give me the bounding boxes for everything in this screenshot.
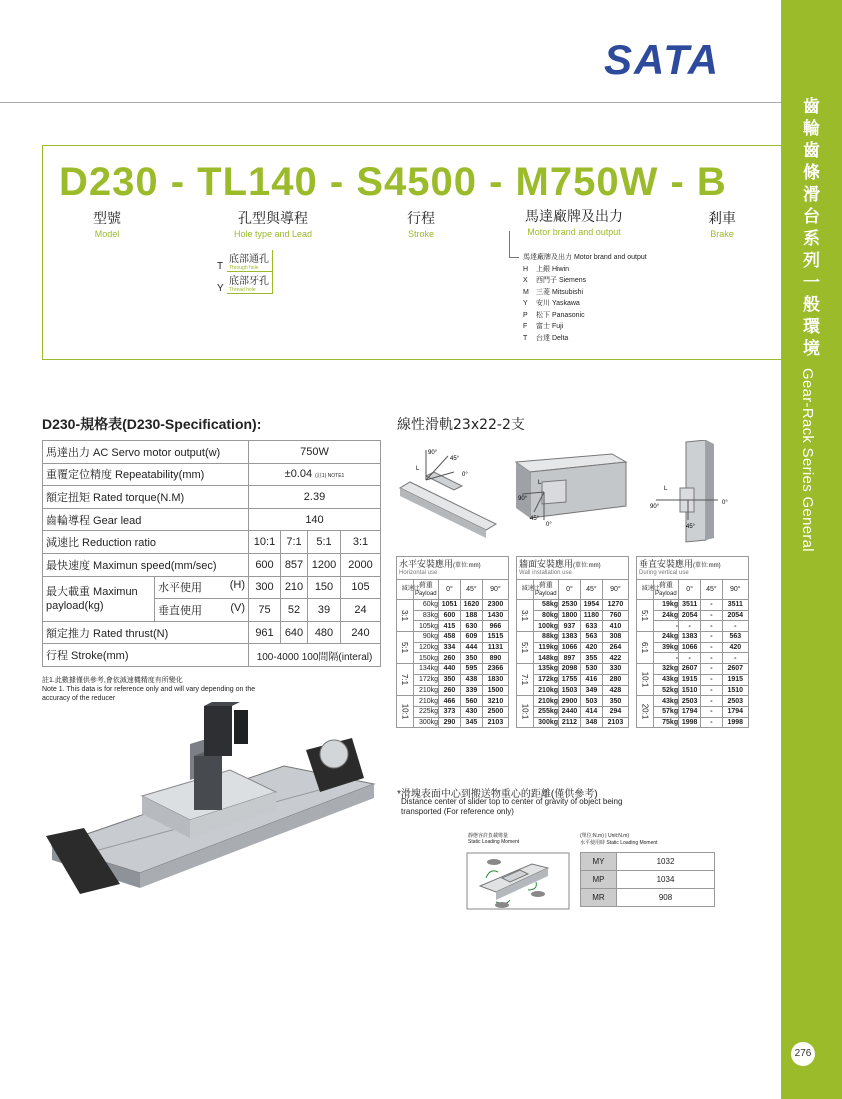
mount-row — [517, 674, 629, 685]
distance-cell: 438 — [460, 674, 482, 685]
ratio-label: 5:1 — [520, 642, 530, 654]
mount-row — [637, 674, 749, 685]
distance-cell: 422 — [602, 653, 628, 664]
distance-cell: 348 — [580, 717, 602, 728]
spec-row-payload-h: 最大載重 Maximun payload(kg) 水平使用 (H) 300 210 150 105 — [43, 576, 381, 599]
payload-cell: 88kg — [533, 632, 558, 643]
wall-use-diagram — [514, 452, 628, 540]
spec-row-payload-v: 垂直使用 (V) 75 52 39 24 — [43, 599, 381, 622]
vertical-use-diagram — [646, 440, 736, 544]
distance-cell: 350 — [460, 653, 482, 664]
payload-cell: 210kg — [413, 696, 438, 707]
distance-cell: 2500 — [482, 706, 508, 717]
mount-row — [517, 642, 629, 653]
header-divider — [0, 102, 781, 103]
distance-label: L — [538, 480, 542, 486]
payload-cell: 75kg — [653, 717, 679, 728]
distance-cell: 350 — [439, 674, 461, 685]
mount-row — [637, 706, 749, 717]
distance-cell: 1510 — [679, 685, 701, 696]
mount-row — [397, 600, 509, 611]
model-code-box — [42, 145, 781, 360]
payload-cell: 90kg — [413, 632, 438, 643]
moment-table-caption: (單位:N.m) | Unit:N.m) 水平使用時 Static Loading Moment — [580, 833, 658, 846]
payload-cell: 210kg — [413, 685, 438, 696]
mount-row — [397, 632, 509, 643]
mount-row — [637, 653, 749, 664]
mount-row — [397, 706, 509, 717]
distance-cell: 2112 — [559, 717, 581, 728]
series-title-char: 條 — [803, 163, 820, 183]
spec-row-gear-lead: 齒輪導程 Gear lead 140 — [43, 508, 381, 531]
mount-row — [637, 610, 749, 621]
mount-row — [397, 653, 509, 664]
distance-cell: - — [722, 621, 748, 632]
distance-cell: 1915 — [722, 674, 748, 685]
mount-row — [517, 621, 629, 632]
distance-cell: 2103 — [482, 717, 508, 728]
spec-table — [42, 440, 381, 667]
distance-cell: 1515 — [482, 632, 508, 643]
series-title-char: 環 — [803, 317, 820, 337]
distance-cell: 444 — [460, 642, 482, 653]
ratio-label: 20:1 — [640, 703, 650, 720]
vertical-mount-table: 垂直安裝應用(單位:mm) During vertical use 減速比 荷重 Payload 0° 45° 90° 5:1 19kg 3511 - 3511 24kg 2054 - 2054 - - - - 6:1 24kg 1383 - 563 39kg 1066 - 420 - - - - 10:1 32kg 2607 - 2607 43kg 1915 - 1915 52kg 1510 - 1510 20:1 43kg 2503 - 2503 57kg 1794 - 1794 75kg 1998 - 1998 — [636, 556, 749, 728]
series-title-char: 系 — [803, 229, 820, 249]
distance-cell: 2054 — [679, 610, 701, 621]
distance-cell: - — [701, 600, 722, 611]
distance-cell: 1066 — [559, 642, 581, 653]
payload-cell: 172kg — [533, 674, 558, 685]
distance-cell: 2098 — [559, 664, 581, 675]
distance-cell: 1383 — [559, 632, 581, 643]
distance-label: L — [416, 466, 420, 472]
distance-cell: 280 — [602, 674, 628, 685]
moment-row: MP 1034 — [581, 871, 715, 889]
distance-cell: 2607 — [679, 664, 701, 675]
payload-cell: 172kg — [413, 674, 438, 685]
payload-cell: 210kg — [533, 685, 558, 696]
page-number: 276 — [791, 1042, 815, 1066]
distance-cell: - — [701, 653, 722, 664]
horizontal-use-diagram — [396, 446, 511, 546]
distance-cell: 350 — [602, 696, 628, 707]
mount-row — [397, 696, 509, 707]
distance-cell: 633 — [580, 621, 602, 632]
distance-cell: 503 — [580, 696, 602, 707]
distance-cell: 2503 — [722, 696, 748, 707]
distance-cell: 373 — [439, 706, 461, 717]
angle-label: 0° — [722, 500, 728, 506]
distance-cell: 2900 — [559, 696, 581, 707]
mount-row — [517, 610, 629, 621]
ratio-label: 3:1 — [520, 609, 530, 622]
distance-cell: 440 — [439, 664, 461, 675]
payload-cell: 119kg — [533, 642, 558, 653]
spec-title: D230-規格表(D230-Specification): — [42, 416, 262, 432]
distance-cell: 2503 — [679, 696, 701, 707]
distance-cell: 1954 — [580, 600, 602, 611]
payload-cell: 24kg — [653, 610, 679, 621]
distance-cell: 1800 — [559, 610, 581, 621]
distance-cell: 1794 — [679, 706, 701, 717]
ratio-label: 5:1 — [640, 609, 650, 622]
payload-cell: 300kg — [413, 717, 438, 728]
distance-cell: 890 — [482, 653, 508, 664]
distance-cell: 1383 — [679, 632, 701, 643]
distance-cell: - — [722, 653, 748, 664]
distance-cell: 1270 — [602, 600, 628, 611]
mount-row — [397, 642, 509, 653]
distance-cell: 1620 — [460, 600, 482, 611]
sidebar — [781, 0, 842, 1099]
ratio-label: 10:1 — [400, 703, 410, 720]
payload-cell: 150kg — [413, 653, 438, 664]
distance-cell: - — [701, 717, 722, 728]
moment-row: MY 1032 — [581, 853, 715, 871]
distance-cell: 349 — [580, 685, 602, 696]
payload-cell: 255kg — [533, 706, 558, 717]
distance-cell: 345 — [460, 717, 482, 728]
distance-cell: 1998 — [722, 717, 748, 728]
distance-cell: 188 — [460, 610, 482, 621]
series-title-char: 般 — [803, 295, 820, 315]
series-title-char: 境 — [803, 339, 820, 359]
footnote-en: Distance center of slider top to center of gravity of object being transported (For reference only) — [401, 797, 623, 816]
distance-cell: 2054 — [722, 610, 748, 621]
distance-cell: 334 — [439, 642, 461, 653]
series-title-char: 齒 — [803, 97, 820, 117]
payload-cell: 120kg — [413, 642, 438, 653]
mount-row — [517, 717, 629, 728]
mount-row — [637, 685, 749, 696]
series-title-char: 滑 — [803, 185, 820, 205]
payload-cell: 19kg — [653, 600, 679, 611]
ratio-label: 7:1 — [520, 674, 530, 686]
distance-cell: 1830 — [482, 674, 508, 685]
payload-cell: 39kg — [653, 642, 679, 653]
distance-cell: 1755 — [559, 674, 581, 685]
angle-label: 90° — [650, 504, 660, 510]
spec-row-repeatability: 重覆定位精度 Repeatability(mm) ±0.04 (註1) NOTE1 — [43, 463, 381, 486]
mount-row — [517, 600, 629, 611]
mount-row — [517, 632, 629, 643]
spec-row-stroke: 行程 Stroke(mm) 100-4000 100間隔(interal) — [43, 644, 381, 667]
distance-cell: 264 — [602, 642, 628, 653]
motor-item: M 三菱 Mitsubishi — [523, 288, 584, 296]
distance-cell: 420 — [722, 642, 748, 653]
distance-cell: 410 — [602, 621, 628, 632]
motor-item: Y 安川 Yaskawa — [523, 300, 580, 307]
payload-cell: 80kg — [533, 610, 558, 621]
distance-cell: 355 — [580, 653, 602, 664]
payload-cell: 210kg — [533, 696, 558, 707]
distance-cell: 3210 — [482, 696, 508, 707]
payload-cell: 105kg — [413, 621, 438, 632]
series-title-en: Gear-Rack Series General — [799, 368, 816, 552]
payload-cell: 83kg — [413, 610, 438, 621]
payload-cell: 58kg — [533, 600, 558, 611]
mount-row — [397, 717, 509, 728]
segment-model: 型號 Model — [93, 211, 121, 239]
actuator-product-image — [44, 688, 384, 918]
mount-row — [637, 664, 749, 675]
distance-cell: 530 — [580, 664, 602, 675]
payload-cell: 43kg — [653, 696, 679, 707]
distance-cell: 430 — [460, 706, 482, 717]
mount-row — [517, 664, 629, 675]
wall-mount-table: 牆面安裝應用(單位:mm) Wall installation use 減速比 荷重 Payload 0° 45° 90° 3:1 58kg 2530 1954 1270 80kg 1800 1180 760 100kg 937 633 410 5:1 88kg 1383 563 308 119kg 1066 420 264 148kg 897 355 422 7:1 135kg 2098 530 330 172kg 1755 416 280 210kg 1503 349 428 10:1 210kg 2900 503 350 255kg 2440 414 294 300kg 2112 348 2103 — [516, 556, 629, 728]
distance-cell: 2300 — [482, 600, 508, 611]
rail-title: 線性滑軌23x22-2支 — [397, 417, 525, 433]
distance-cell: 330 — [602, 664, 628, 675]
distance-cell: 937 — [559, 621, 581, 632]
distance-cell: - — [679, 621, 701, 632]
distance-cell: 416 — [580, 674, 602, 685]
angle-label: 0° — [546, 522, 552, 528]
mount-row — [517, 653, 629, 664]
payload-cell: 57kg — [653, 706, 679, 717]
mount-row — [397, 674, 509, 685]
distance-cell: 563 — [580, 632, 602, 643]
payload-cell: - — [653, 653, 679, 664]
moment-row: MR 908 — [581, 889, 715, 907]
ratio-label: 6:1 — [640, 642, 650, 654]
ratio-label: 10:1 — [640, 671, 650, 688]
ratio-label: 7:1 — [400, 674, 410, 686]
distance-cell: 1180 — [580, 610, 602, 621]
angle-label: 0° — [462, 472, 468, 478]
distance-cell: 595 — [460, 664, 482, 675]
spec-row-speed: 最快速度 Maximun speed(mm/sec) 600 857 1200 2000 — [43, 553, 381, 576]
mount-row — [397, 610, 509, 621]
distance-cell: 1430 — [482, 610, 508, 621]
ratio-label: 3:1 — [400, 609, 410, 622]
distance-cell: - — [679, 653, 701, 664]
distance-label: L — [664, 486, 668, 492]
payload-cell: 52kg — [653, 685, 679, 696]
payload-cell: 43kg — [653, 674, 679, 685]
spec-row-motor-output: 馬達出力 AC Servo motor output(w) 750W — [43, 441, 381, 464]
angle-label: 45° — [450, 456, 460, 462]
series-title-char: 台 — [803, 207, 820, 227]
distance-cell: 1051 — [439, 600, 461, 611]
distance-cell: - — [701, 664, 722, 675]
mount-row — [517, 706, 629, 717]
spec-row-reduction: 減速比 Reduction ratio 10:1 7:1 5:1 3:1 — [43, 531, 381, 554]
segment-hole-lead: 孔型與導程 Hole type and Lead — [233, 211, 313, 239]
motor-item: H 上銀 Hiwin — [523, 265, 570, 273]
payload-cell: 32kg — [653, 664, 679, 675]
distance-cell: 415 — [439, 621, 461, 632]
distance-cell: 2607 — [722, 664, 748, 675]
distance-cell: 560 — [460, 696, 482, 707]
motor-list: 馬達廠牌及出力 Motor brand and output H 上銀 Hiwin X 西門子 Siemens M 三菱 Mitsubishi Y 安川 Yaskawa P 松下 Panasonic F 富士 Fuji T 台達 Delta — [523, 252, 647, 344]
mount-row — [397, 685, 509, 696]
distance-cell: 1131 — [482, 642, 508, 653]
series-title-char: 一 — [803, 273, 820, 293]
distance-cell: 260 — [439, 685, 461, 696]
angle-label: 45° — [686, 524, 696, 530]
distance-cell: 897 — [559, 653, 581, 664]
distance-cell: 2366 — [482, 664, 508, 675]
hole-type-t: T底部通孔 Through hole — [217, 250, 273, 272]
distance-cell: 466 — [439, 696, 461, 707]
segment-stroke: 行程 Stroke — [407, 211, 435, 239]
distance-cell: 563 — [722, 632, 748, 643]
distance-cell: 294 — [602, 706, 628, 717]
distance-cell: 339 — [460, 685, 482, 696]
distance-cell: - — [701, 674, 722, 685]
motor-item: T 台達 Delta — [523, 334, 569, 342]
mount-row — [397, 664, 509, 675]
series-title-char: 齒 — [803, 141, 820, 161]
mount-row — [517, 685, 629, 696]
distance-cell: - — [701, 706, 722, 717]
distance-cell: 1915 — [679, 674, 701, 685]
angle-label: 45° — [530, 516, 540, 522]
spec-row-thrust: 額定推力 Rated thrust(N) 961 640 480 240 — [43, 621, 381, 644]
series-title-char: 列 — [803, 251, 820, 271]
ratio-label: 10:1 — [520, 703, 530, 720]
payload-cell: 24kg — [653, 632, 679, 643]
payload-cell: 60kg — [413, 600, 438, 611]
sata-logo: SATA — [604, 36, 721, 83]
payload-cell: 135kg — [533, 664, 558, 675]
footnote-zh: *滑塊表面中心到搬送物重心的距離(僅供參考) — [397, 789, 598, 800]
moment-diagram-caption: 靜態容許負載彎量 Static Loading Moment — [468, 833, 520, 845]
distance-cell: 1998 — [679, 717, 701, 728]
spec-note: 註1.此數據僅供參考,會依減速機精度有所變化 Note 1. This data is for reference only and will vary depending on the accuracy of the reducer — [42, 677, 256, 702]
distance-cell: 3511 — [722, 600, 748, 611]
distance-cell: 1510 — [722, 685, 748, 696]
payload-cell: 300kg — [533, 717, 558, 728]
distance-cell: 414 — [580, 706, 602, 717]
angle-label: 90° — [428, 450, 438, 456]
distance-cell: 609 — [460, 632, 482, 643]
angle-label: 90° — [518, 496, 528, 502]
segment-motor: 馬達廠牌及出力 Motor brand and output — [525, 209, 623, 237]
distance-cell: 1500 — [482, 685, 508, 696]
ratio-label: 5:1 — [400, 642, 410, 654]
distance-cell: 630 — [460, 621, 482, 632]
distance-cell: 428 — [602, 685, 628, 696]
spec-row-torque: 額定扭矩 Rated torque(N.M) 2.39 — [43, 486, 381, 509]
payload-cell: - — [653, 621, 679, 632]
segment-brake: 剎車 Brake — [708, 211, 736, 239]
series-title-char: 輪 — [803, 119, 820, 139]
horizontal-mount-table: 水平安裝應用(單位:mm) Horizontal use 減速比 荷重 Payload 0° 45° 90° 3:1 60kg 1051 1620 2300 83kg 600 188 1430 105kg 415 630 966 5:1 90kg 458 609 1515 120kg 334 444 1131 150kg 260 350 890 7:1 134kg 440 595 2366 172kg 350 438 1830 210kg 260 339 1500 10:1 210kg 466 560 3210 225kg 373 430 2500 300kg 290 345 2103 — [396, 556, 509, 728]
mount-row — [397, 621, 509, 632]
mount-row — [637, 621, 749, 632]
mount-row — [637, 717, 749, 728]
distance-cell: 760 — [602, 610, 628, 621]
distance-cell: - — [701, 610, 722, 621]
series-title-cjk — [781, 96, 842, 360]
mount-row — [637, 632, 749, 643]
mount-row — [637, 600, 749, 611]
motor-bracket — [509, 231, 510, 257]
mount-row — [517, 696, 629, 707]
distance-cell: 290 — [439, 717, 461, 728]
distance-cell: 308 — [602, 632, 628, 643]
distance-cell: 260 — [439, 653, 461, 664]
mount-row — [637, 696, 749, 707]
distance-cell: - — [701, 685, 722, 696]
motor-item: F 富士 Fuji — [523, 323, 564, 330]
distance-cell: 420 — [580, 642, 602, 653]
payload-cell: 134kg — [413, 664, 438, 675]
mount-row — [637, 642, 749, 653]
distance-cell: - — [701, 642, 722, 653]
distance-cell: 1503 — [559, 685, 581, 696]
distance-cell: - — [701, 632, 722, 643]
model-code: D230 - TL140 - S4500 - M750W - B — [59, 160, 727, 204]
moment-table — [580, 852, 715, 907]
payload-cell: 100kg — [533, 621, 558, 632]
distance-cell: 2530 — [559, 600, 581, 611]
distance-cell: 2440 — [559, 706, 581, 717]
distance-cell: 3511 — [679, 600, 701, 611]
distance-cell: 966 — [482, 621, 508, 632]
hole-type-y: Y底部牙孔 Thread hole — [217, 272, 273, 294]
payload-cell: 225kg — [413, 706, 438, 717]
motor-item: X 西門子 Siemens — [523, 277, 587, 284]
distance-cell: 1794 — [722, 706, 748, 717]
payload-cell: 148kg — [533, 653, 558, 664]
distance-cell: 458 — [439, 632, 461, 643]
distance-cell: 600 — [439, 610, 461, 621]
motor-item: P 松下 Panasonic — [523, 311, 585, 319]
distance-cell: - — [701, 696, 722, 707]
distance-cell: 2103 — [602, 717, 628, 728]
distance-cell: - — [701, 621, 722, 632]
distance-cell: 1066 — [679, 642, 701, 653]
moment-diagram — [466, 852, 570, 910]
